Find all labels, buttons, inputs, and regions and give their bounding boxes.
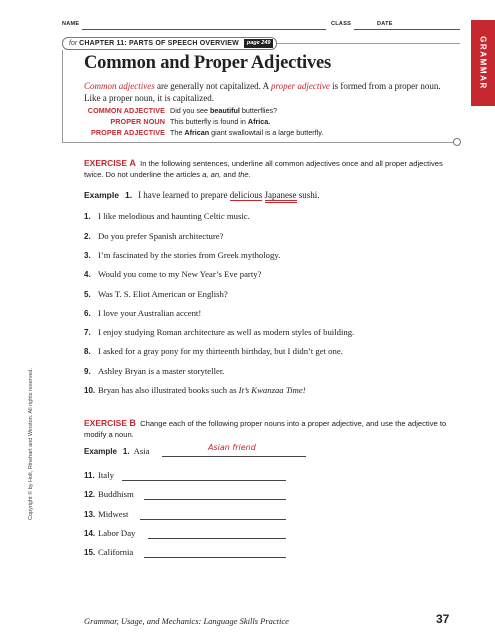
page-title: Common and Proper Adjectives bbox=[84, 53, 332, 73]
answer-item bbox=[84, 489, 134, 503]
item-word: Labor Day bbox=[98, 528, 136, 538]
example-label: Example bbox=[84, 447, 117, 456]
item-text: I enjoy studying Roman architecture as well as modern styles of building. bbox=[98, 327, 355, 337]
example-label: PROPER ADJECTIVE bbox=[90, 128, 165, 137]
example-text: butterflies? bbox=[239, 106, 278, 115]
item-number: 7. bbox=[84, 328, 91, 337]
example-label: COMMON ADJECTIVE bbox=[87, 106, 165, 115]
example-bold: African bbox=[184, 128, 210, 137]
answer-item bbox=[84, 509, 128, 523]
item-number: 10. bbox=[84, 386, 96, 395]
list-item bbox=[84, 250, 280, 260]
answer-line[interactable] bbox=[144, 557, 286, 558]
instructions-text: Change each of the following proper nouns into a proper adjective, and use the adjective to modify a noun. bbox=[84, 419, 447, 439]
example-proper-adjective bbox=[84, 127, 323, 138]
list-item bbox=[84, 211, 250, 221]
item-text: I’m fascinated by the stories from Greek mythology. bbox=[98, 250, 281, 260]
double-underlined-proper-adjective: Japanese bbox=[265, 190, 297, 203]
example-text: This butterfly is found in bbox=[170, 117, 248, 126]
answer-line[interactable] bbox=[148, 538, 286, 539]
example-common-adjective bbox=[84, 105, 277, 116]
item-text: I asked for a gray pony for my thirteenth birthday, but I didn’t get one. bbox=[98, 346, 343, 356]
exercise-a-label bbox=[84, 158, 136, 168]
frame-left-line bbox=[62, 50, 63, 142]
class-label: CLASS bbox=[331, 21, 352, 27]
exercise-word: EXERCISE bbox=[84, 158, 127, 168]
answer-item bbox=[84, 528, 135, 542]
item-number: 14. bbox=[84, 529, 96, 538]
item-text: I like melodious and haunting Celtic music. bbox=[98, 211, 250, 221]
list-item bbox=[84, 385, 306, 395]
example-label: Example bbox=[84, 190, 119, 200]
item-word: Buddhism bbox=[98, 489, 134, 499]
chapter-prefix: for bbox=[69, 40, 78, 47]
item-text: Was T. S. Eliot American or English? bbox=[98, 289, 228, 299]
example-word: Asia bbox=[133, 446, 150, 456]
intro-text-2: is formed from a proper noun. Like a proper noun, it is capitalized. bbox=[84, 81, 441, 103]
date-line bbox=[398, 29, 460, 30]
exercise-a-instructions bbox=[84, 158, 459, 180]
item-text: Would you come to my New Year’s Eve party? bbox=[98, 269, 262, 279]
chapter-bar bbox=[62, 37, 460, 50]
footer-book-title: Grammar, Usage, and Mechanics: Language Skills Practice bbox=[84, 616, 289, 626]
name-line bbox=[82, 29, 326, 30]
answer-item bbox=[84, 470, 114, 484]
example-label: PROPER NOUN bbox=[110, 117, 165, 126]
example-answer: Asian friend bbox=[208, 443, 256, 452]
item-number: 4. bbox=[84, 270, 91, 279]
item-word: Midwest bbox=[98, 509, 129, 519]
header-fields bbox=[62, 21, 460, 35]
item-text: I love your Australian accent! bbox=[98, 308, 202, 318]
page-ref-tag: page 249 bbox=[244, 39, 274, 48]
term-proper-adjective: proper adjective bbox=[270, 81, 330, 91]
example-text: I have learned to prepare bbox=[138, 190, 230, 200]
exercise-letter: B bbox=[129, 418, 136, 428]
articles-text: a, an, bbox=[202, 170, 222, 179]
term-common-adjectives: Common adjectives bbox=[84, 81, 155, 91]
answer-line[interactable] bbox=[122, 480, 286, 481]
instructions-text: In the following sentences, underline all common adjectives once and all proper adjectives twice. Do not underline the articles bbox=[84, 159, 443, 179]
example-bold: Africa. bbox=[247, 117, 271, 126]
item-number: 3. bbox=[84, 251, 91, 260]
instructions-text: and bbox=[221, 170, 239, 179]
date-label: DATE bbox=[377, 21, 393, 27]
answer-item bbox=[84, 547, 133, 561]
exercise-word: EXERCISE bbox=[84, 418, 127, 428]
example-proper-noun bbox=[84, 116, 270, 127]
example-bold: beautiful bbox=[209, 106, 240, 115]
intro-paragraph bbox=[84, 80, 444, 104]
answer-line bbox=[162, 456, 306, 457]
chapter-title-box bbox=[62, 37, 277, 50]
frame-dot bbox=[453, 138, 461, 146]
exercise-a-example bbox=[84, 190, 320, 200]
intro-text-1: are generally not capitalized. A bbox=[154, 81, 271, 91]
list-item bbox=[84, 346, 343, 356]
exercise-b-example bbox=[84, 443, 256, 460]
item-text: Ashley Bryan is a master storyteller. bbox=[98, 366, 225, 376]
underlined-common-adjective: delicious bbox=[229, 190, 263, 200]
exercise-letter: A bbox=[129, 158, 136, 168]
list-item bbox=[84, 327, 354, 337]
exercise-b-instructions bbox=[84, 418, 459, 440]
list-item bbox=[84, 366, 224, 376]
list-item bbox=[84, 269, 261, 279]
item-text: Bryan has also illustrated books such as bbox=[98, 385, 239, 395]
list-item bbox=[84, 308, 201, 318]
name-label: NAME bbox=[62, 21, 80, 27]
item-number: 12. bbox=[84, 490, 96, 499]
list-item bbox=[84, 231, 223, 241]
copyright-notice: Copyright © by Holt, Rinehart and Winston. All rights reserved. bbox=[28, 367, 34, 520]
item-italic-title: It’s Kwanzaa Time! bbox=[238, 385, 306, 395]
item-number: 6. bbox=[84, 309, 91, 318]
item-number: 13. bbox=[84, 510, 96, 519]
item-number: 8. bbox=[84, 347, 91, 356]
item-number: 1. bbox=[84, 212, 91, 221]
frame-bottom-line bbox=[62, 142, 456, 143]
example-text: Did you see bbox=[170, 106, 210, 115]
answer-line[interactable] bbox=[140, 519, 286, 520]
item-number: 15. bbox=[84, 548, 96, 557]
item-number: 5. bbox=[84, 290, 91, 299]
example-text: The bbox=[170, 128, 185, 137]
item-number: 2. bbox=[84, 232, 91, 241]
footer-page-number: 37 bbox=[436, 612, 450, 626]
grammar-side-tab bbox=[471, 20, 495, 106]
article-the: the. bbox=[238, 170, 251, 179]
grammar-tab-label: GRAMMAR bbox=[478, 36, 488, 90]
item-text: Do you prefer Spanish architecture? bbox=[98, 231, 224, 241]
item-word: Italy bbox=[98, 470, 114, 480]
example-text: sushi. bbox=[296, 190, 320, 200]
example-number: 1. bbox=[122, 447, 130, 456]
answer-line[interactable] bbox=[144, 499, 286, 500]
list-item bbox=[84, 289, 228, 299]
example-number: 1. bbox=[124, 190, 133, 200]
exercise-b-label bbox=[84, 418, 136, 428]
item-number: 9. bbox=[84, 367, 91, 376]
example-text: giant swallowtail is a large butterfly. bbox=[209, 128, 324, 137]
item-number: 11. bbox=[84, 471, 95, 480]
item-word: California bbox=[98, 547, 134, 557]
chapter-title: CHAPTER 11: PARTS OF SPEECH OVERVIEW bbox=[79, 40, 239, 47]
